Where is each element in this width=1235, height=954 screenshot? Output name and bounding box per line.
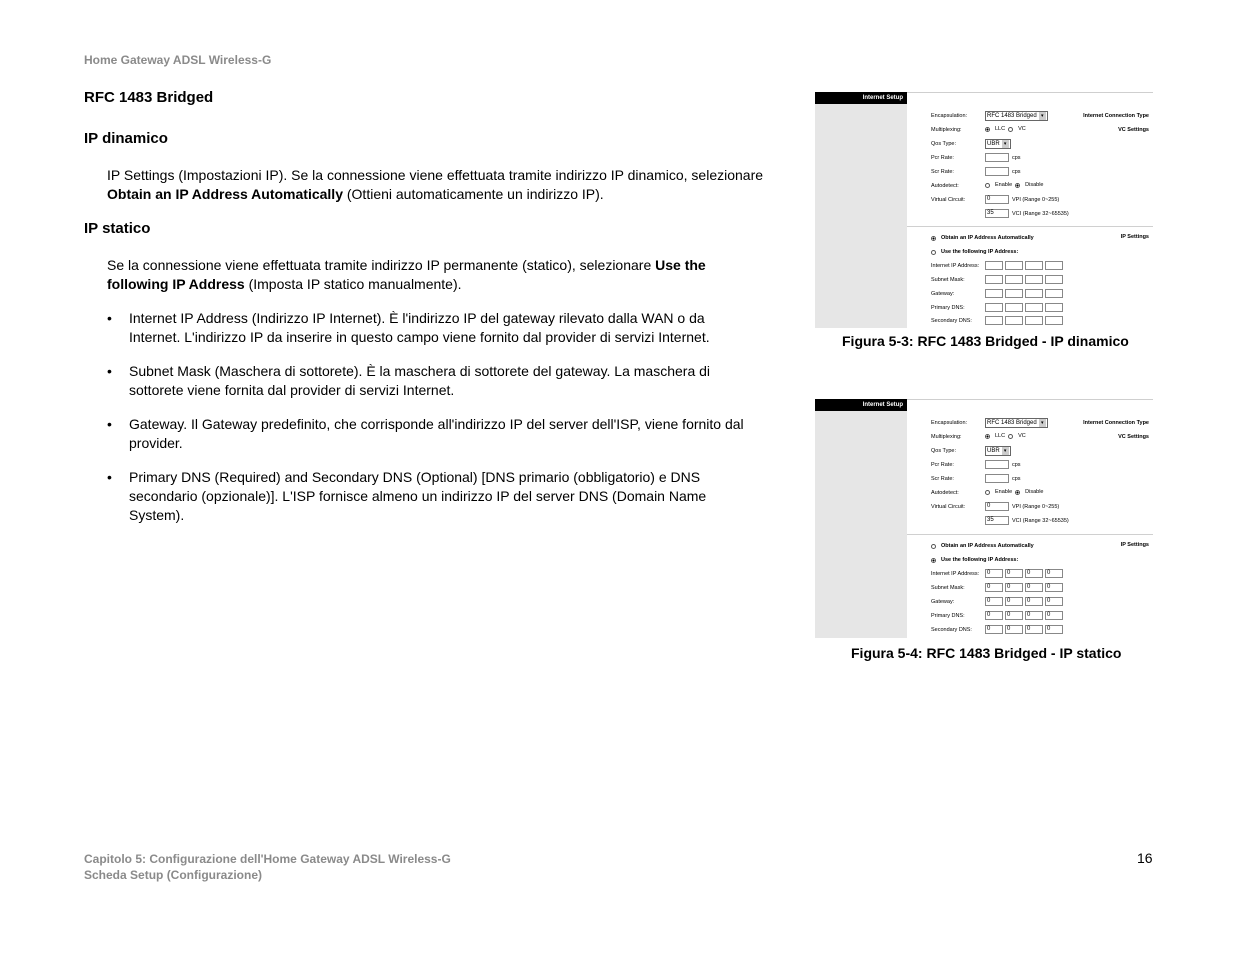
ip-fields — [985, 583, 1063, 592]
ip-fields — [985, 316, 1063, 325]
label-gateway: Gateway: — [931, 291, 955, 297]
ip-octet: 0 — [1025, 625, 1043, 634]
radio-label: LLC — [995, 126, 1006, 132]
radio-label: VC — [1018, 126, 1026, 132]
radio-label: Enable — [995, 489, 1013, 495]
autodetect-radios — [985, 489, 1043, 495]
label-multiplexing: Multiplexing: — [931, 127, 962, 133]
radio-icon — [1008, 434, 1013, 439]
sidebar — [815, 399, 907, 638]
label-primary-dns: Primary DNS: — [931, 305, 965, 311]
radio-label: Use the following IP Address: — [941, 249, 1019, 255]
radio-label: Obtain an IP Address Automatically — [941, 235, 1034, 241]
label-internet-ip: Internet IP Address: — [931, 263, 980, 269]
radio-label: Use the following IP Address: — [941, 557, 1019, 563]
ip-fields — [985, 261, 1063, 270]
running-header: Home Gateway ADSL Wireless-G — [84, 53, 272, 67]
radio-icon — [931, 250, 936, 255]
vpi-field — [985, 502, 1059, 511]
multiplexing-radios — [985, 126, 1026, 132]
select-value: UBR — [987, 141, 1000, 147]
scr-field — [985, 474, 1021, 483]
radio-icon — [931, 558, 936, 563]
unit-label: cps — [1012, 475, 1021, 482]
radio-label: LLC — [995, 433, 1006, 439]
ip-fields — [985, 289, 1063, 298]
bullet-icon: • — [107, 310, 112, 326]
radio-label: Enable — [995, 182, 1013, 188]
divider — [907, 226, 1153, 227]
label-internet-ip: Internet IP Address: — [931, 571, 980, 577]
ip-fields — [985, 625, 1063, 634]
ip-octet: 0 — [985, 625, 1003, 634]
ip-fields — [985, 275, 1063, 284]
label-scr-rate: Scr Rate: — [931, 169, 954, 175]
pcr-field — [985, 460, 1021, 469]
radio-icon — [931, 236, 936, 241]
autodetect-radios — [985, 182, 1043, 188]
label-multiplexing: Multiplexing: — [931, 434, 962, 440]
paragraph-text: (Imposta IP statico manualmente). — [244, 276, 462, 292]
label-connection-type: Internet Connection Type — [1083, 420, 1149, 426]
vci-field — [985, 516, 1069, 525]
paragraph-text: IP Settings (Impostazioni IP). Se la connessione viene effettuata tramite indirizzo IP dinamico, selezionare — [107, 167, 764, 183]
ip-octet: 0 — [1025, 569, 1043, 578]
list-item-text: Internet IP Address (Indirizzo IP Internet). È l'indirizzo IP del gateway rilevato dalla WAN o da Internet. L'indirizzo IP da inserire in questo campo viene fornito dal provider di servizi Internet. — [129, 310, 710, 345]
ip-octet: 0 — [1025, 611, 1043, 620]
radio-icon — [985, 434, 990, 439]
label-secondary-dns: Secondary DNS: — [931, 627, 972, 633]
unit-label: cps — [1012, 154, 1021, 161]
radio-label: Obtain an IP Address Automatically — [941, 543, 1034, 549]
radio-obtain-auto — [931, 543, 1034, 549]
radio-icon — [985, 183, 990, 188]
paragraph-ip-static — [107, 256, 767, 294]
paragraph-text: (Ottieni automaticamente un indirizzo IP). — [342, 186, 604, 202]
paragraph-ip-dynamic — [107, 166, 767, 204]
select-value: RFC 1483 Bridged — [987, 113, 1037, 119]
radio-icon — [1015, 490, 1020, 495]
tab-internet-setup: Internet Setup — [815, 399, 907, 411]
ip-octet: 0 — [1005, 625, 1023, 634]
ip-fields — [985, 611, 1063, 620]
paragraph-text: Se la connessione viene effettuata tramite indirizzo IP permanente (statico), selezionare — [107, 257, 656, 273]
label-vc-settings: VC Settings — [1118, 434, 1149, 440]
vpi-field — [985, 195, 1059, 204]
list-item-text: Primary DNS (Required) and Secondary DNS (Optional) [DNS primario (obbligatorio) e DNS secondario (opzionale)]. L'ISP fornisce almeno un indirizzo IP del server DNS (Domain Name System). — [129, 469, 707, 523]
ip-fields — [985, 597, 1063, 606]
ip-octet: 0 — [985, 583, 1003, 592]
ip-octet: 0 — [1005, 569, 1023, 578]
ip-octet: 0 — [1025, 583, 1043, 592]
ip-octet: 0 — [1045, 625, 1063, 634]
field-value: 0 — [985, 195, 1009, 204]
chevron-down-icon: ▾ — [1002, 447, 1009, 455]
label-qos-type: Qos Type: — [931, 141, 956, 147]
label-scr-rate: Scr Rate: — [931, 476, 954, 482]
field-value: 35 — [985, 516, 1009, 525]
ip-octet: 0 — [1005, 597, 1023, 606]
radio-use-following — [931, 249, 1018, 255]
chevron-down-icon: ▾ — [1002, 140, 1009, 148]
divider — [907, 534, 1153, 535]
figure-caption: Figura 5-4: RFC 1483 Bridged - IP statico — [851, 645, 1122, 661]
heading-ip-dynamic: IP dinamico — [84, 130, 168, 147]
label-autodetect: Autodetect: — [931, 490, 959, 496]
radio-icon — [931, 544, 936, 549]
label-vc-settings: VC Settings — [1118, 127, 1149, 133]
ip-octet: 0 — [1045, 611, 1063, 620]
ip-fields — [985, 303, 1063, 312]
radio-icon — [1015, 183, 1020, 188]
footer-section: Scheda Setup (Configurazione) — [84, 868, 263, 882]
ip-octet: 0 — [1025, 597, 1043, 606]
label-ip-settings: IP Settings — [1120, 234, 1149, 240]
encapsulation-select — [985, 111, 1048, 121]
field-value: 0 — [985, 502, 1009, 511]
label-pcr-rate: Pcr Rate: — [931, 155, 954, 161]
figure-screenshot-dynamic — [815, 92, 1153, 328]
bullet-icon: • — [107, 469, 112, 485]
label-primary-dns: Primary DNS: — [931, 613, 965, 619]
select-value: RFC 1483 Bridged — [987, 420, 1037, 426]
qos-select — [985, 139, 1011, 149]
ip-octet: 0 — [1045, 597, 1063, 606]
label-qos-type: Qos Type: — [931, 448, 956, 454]
figure-screenshot-static — [815, 399, 1153, 638]
vci-field — [985, 209, 1069, 218]
ip-octet: 0 — [1045, 583, 1063, 592]
radio-use-following — [931, 557, 1018, 563]
label-subnet-mask: Subnet Mask: — [931, 585, 965, 591]
label-virtual-circuit: Virtual Circuit: — [931, 197, 966, 203]
ip-octet: 0 — [1005, 611, 1023, 620]
chevron-down-icon: ▾ — [1039, 112, 1046, 120]
section-title: RFC 1483 Bridged — [84, 89, 214, 106]
paragraph-bold: Obtain an IP Address Automatically — [107, 186, 343, 202]
label-encapsulation: Encapsulation: — [931, 420, 968, 426]
label-subnet-mask: Subnet Mask: — [931, 277, 965, 283]
list-item — [107, 468, 747, 525]
paragraph-bold: Use the following IP Address — [107, 257, 706, 292]
heading-ip-static: IP statico — [84, 220, 151, 237]
range-label: VCI (Range 32~65535) — [1012, 517, 1069, 524]
radio-icon — [1008, 127, 1013, 132]
range-label: VPI (Range 0~255) — [1012, 196, 1060, 203]
list-item — [107, 309, 747, 347]
page-number: 16 — [1137, 850, 1153, 866]
ip-octet: 0 — [985, 597, 1003, 606]
radio-label: Disable — [1025, 489, 1044, 495]
footer-chapter: Capitolo 5: Configurazione dell'Home Gateway ADSL Wireless-G — [84, 852, 451, 866]
list-item — [107, 415, 747, 453]
label-virtual-circuit: Virtual Circuit: — [931, 504, 966, 510]
radio-icon — [985, 127, 990, 132]
encapsulation-select — [985, 418, 1048, 428]
pcr-field — [985, 153, 1021, 162]
figure-caption: Figura 5-3: RFC 1483 Bridged - IP dinamico — [842, 333, 1129, 349]
ip-octet: 0 — [985, 569, 1003, 578]
field-value: 35 — [985, 209, 1009, 218]
page-footer — [84, 851, 451, 883]
list-item — [107, 362, 747, 400]
label-autodetect: Autodetect: — [931, 183, 959, 189]
range-label: VPI (Range 0~255) — [1012, 503, 1060, 510]
label-secondary-dns: Secondary DNS: — [931, 318, 972, 324]
sidebar — [815, 92, 907, 328]
label-connection-type: Internet Connection Type — [1083, 113, 1149, 119]
radio-icon — [985, 490, 990, 495]
radio-label: VC — [1018, 433, 1026, 439]
select-value: UBR — [987, 448, 1000, 454]
qos-select — [985, 446, 1011, 456]
bullet-icon: • — [107, 416, 112, 432]
radio-label: Disable — [1025, 182, 1044, 188]
ip-octet: 0 — [1005, 583, 1023, 592]
chevron-down-icon: ▾ — [1039, 419, 1046, 427]
multiplexing-radios — [985, 433, 1026, 439]
radio-obtain-auto — [931, 235, 1034, 241]
range-label: VCI (Range 32~65535) — [1012, 210, 1069, 217]
label-pcr-rate: Pcr Rate: — [931, 462, 954, 468]
unit-label: cps — [1012, 168, 1021, 175]
tab-internet-setup: Internet Setup — [815, 92, 907, 104]
scr-field — [985, 167, 1021, 176]
label-gateway: Gateway: — [931, 599, 955, 605]
label-ip-settings: IP Settings — [1120, 542, 1149, 548]
ip-octet: 0 — [1045, 569, 1063, 578]
ip-octet: 0 — [985, 611, 1003, 620]
list-item-text: Gateway. Il Gateway predefinito, che corrisponde all'indirizzo IP del server dell'ISP, viene fornito dal provider. — [129, 416, 744, 451]
ip-fields — [985, 569, 1063, 578]
list-item-text: Subnet Mask (Maschera di sottorete). È la maschera di sottorete del gateway. La maschera di sottorete viene fornita dal provider di servizi Internet. — [129, 363, 711, 398]
unit-label: cps — [1012, 461, 1021, 468]
bullet-icon: • — [107, 363, 112, 379]
label-encapsulation: Encapsulation: — [931, 113, 968, 119]
